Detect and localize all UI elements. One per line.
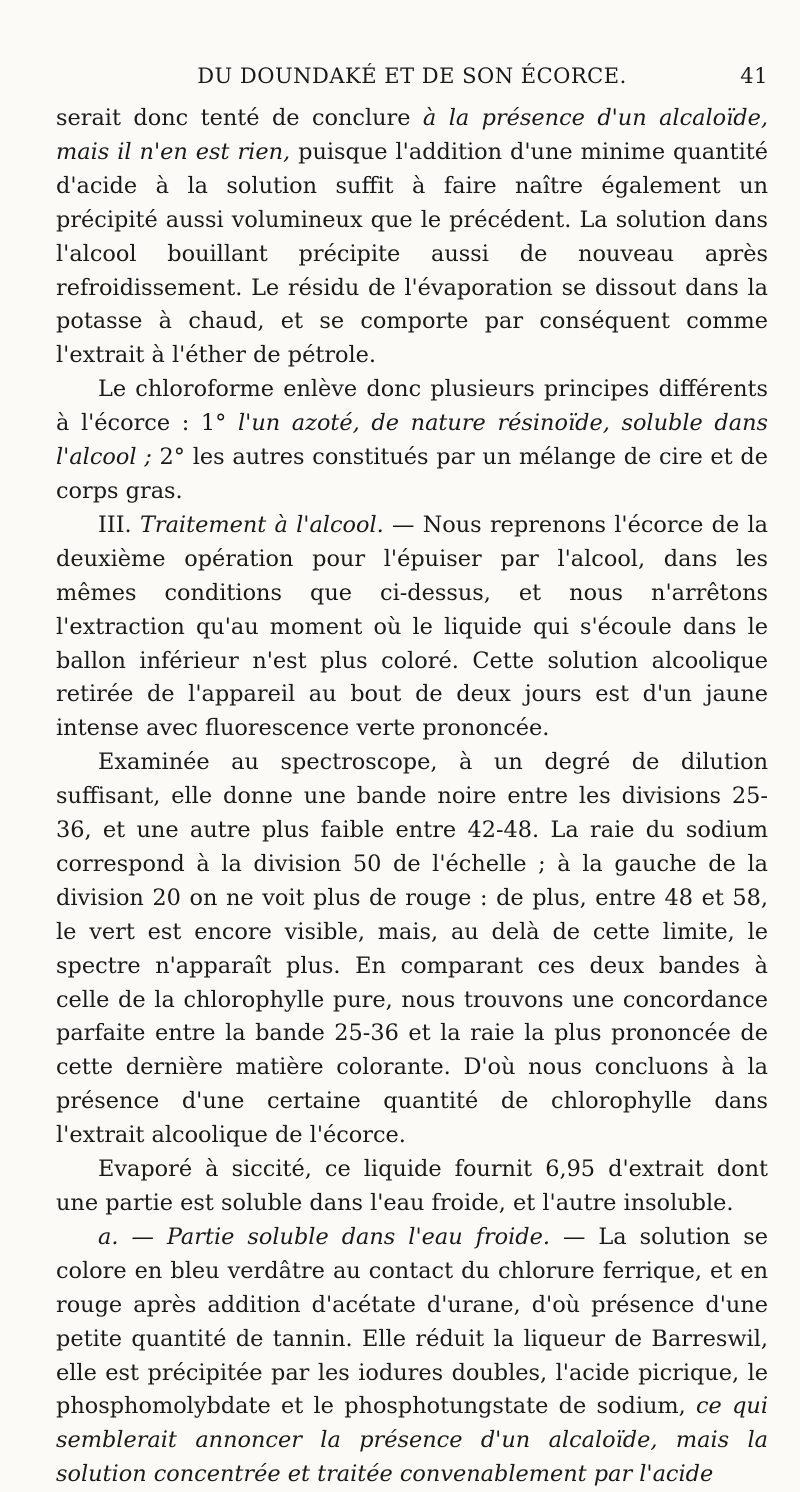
page-number: 41: [740, 64, 768, 88]
section-number: III.: [98, 511, 140, 538]
paragraph-6-italic: ce qui semblerait annoncer la présence d'un alcaloïde, mais la solution concentrée et traitée convenablement par l'acide: [56, 1393, 768, 1488]
paragraph-2-text: Le chloroforme enlève donc plusieurs principes différents à l'écorce : 1°: [56, 376, 768, 437]
paragraph-2: [56, 373, 768, 509]
paragraph-6-text: — La solution se colore en bleu verdâtre au contact du chlorure ferrique, et en rouge après addition d'acétate d'urane, d'où présence d'une petite quantité de tannin. Elle réduit la liqueur de Barreswil, elle est précipitée par les iodures doubles, l'acide picrique, le phosphomolybdate et le phosphotungstate de sodium,: [56, 1223, 768, 1420]
subsection-heading: a. — Partie soluble dans l'eau froide.: [98, 1223, 550, 1250]
section-heading: Traitement à l'alcool.: [139, 511, 384, 538]
paragraph-soluble-part: [56, 1221, 768, 1492]
page-header: [56, 64, 768, 96]
paragraph-2-italic: l'un azoté, de nature résinoïde, soluble dans l'alcool ;: [56, 410, 768, 471]
body-text: [56, 102, 768, 1492]
paragraph-2-text-end: 2° les autres constitués par un mélange de cire et de corps gras.: [56, 444, 769, 504]
paragraph-1-italic: à la présence d'un alcaloïde, mais il n'en est rien,: [56, 105, 768, 165]
paragraph-spectroscope: Examinée au spectroscope, à un degré de dilution suffisant, elle donne une bande noire entre les divisions 25-36, et une autre plus faible entre 42-48. La raie du sodium correspond à la division 50 de l'échelle ; à la gauche de la division 20 on ne voit plus de rouge : de plus, entre 48 et 58, le vert est encore visible, mais, au delà de cette limite, le spectre n'apparaît plus. En comparant ces deux bandes à celle de la chlorophylle pure, nous trouvons une concordance parfaite entre la bande 25-36 et la raie la plus prononcée de cette dernière matière colorante. D'où nous concluons à la présence d'une certaine quantité de chlorophylle dans l'extrait alcoolique de l'écorce.: [56, 749, 768, 1149]
paragraph-evaporation: Evaporé à siccité, ce liquide fournit 6,95 d'extrait dont une partie est soluble dans l'eau froide, et l'autre insoluble.: [56, 1156, 768, 1216]
paragraph-1-text-end: puisque l'addition d'une minime quantité d'acide à la solution suffit à faire naître également un précipité aussi volumineux que le précédent. La solution dans l'alcool bouillant précipite aussi de nouveau après refroidissement. Le résidu de l'évaporation se dissout dans la potasse à chaud, et se comporte par conséquent comme l'extrait à l'éther de pétrole.: [56, 138, 768, 369]
section-iii-text: — Nous reprenons l'écorce de la deuxième opération pour l'épuiser par l'alcool, dans les mêmes conditions que ci-dessus, et nous n'arrêtons l'extraction qu'au moment où le liquide qui s'écoule dans le ballon inférieur n'est plus coloré. Cette solution alcoolique retirée de l'appareil au bout de deux jours est d'un jaune intense avec fluorescence verte prononcée.: [56, 511, 768, 742]
section-iii-paragraph: [56, 509, 768, 746]
running-title: DU DOUNDAKÉ ET DE SON ÉCORCE.: [197, 64, 627, 88]
paragraph-1: [56, 102, 768, 373]
paragraph-1-text: serait donc tenté de conclure: [56, 105, 423, 131]
